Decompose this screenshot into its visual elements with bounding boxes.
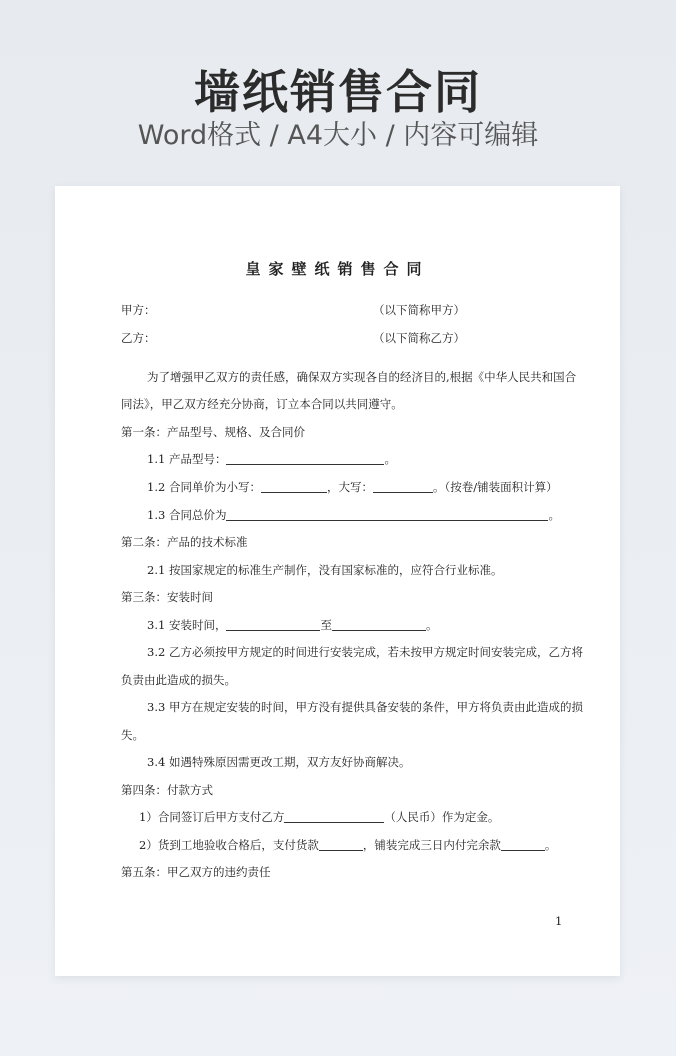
intro-line-1: 为了增强甲乙双方的责任感，确保双方实现各自的经济目的,根据《中华人民共和国合 <box>147 370 577 384</box>
clause-3-4: 3.4 如遇特殊原因需更改工期，双方友好协商解决。 <box>147 755 411 769</box>
article-2-heading: 第二条：产品的技术标准 <box>121 535 248 549</box>
clause-2-1: 2.1 按国家规定的标准生产制作，没有国家标准的，应符合行业标准。 <box>147 563 503 577</box>
banner-subtitle: Word格式 / A4大小 / 内容可编辑 <box>137 120 539 151</box>
clause-1-2 <box>147 479 558 495</box>
clause-1-2-text-c: 。（按卷/铺装面积计算） <box>432 480 558 494</box>
blank-field[interactable] <box>319 838 363 851</box>
blank-field[interactable] <box>501 838 545 851</box>
blank-field[interactable] <box>226 452 384 465</box>
document-page <box>55 186 620 976</box>
clause-1-3-end: 。 <box>548 508 560 522</box>
blank-field[interactable] <box>261 480 327 493</box>
clause-3-2-line-2: 负责由此造成的损失。 <box>121 673 236 687</box>
party-b-note: （以下简称乙方） <box>373 331 465 345</box>
article-4-heading: 第四条：付款方式 <box>121 783 213 797</box>
party-b-label: 乙方： <box>121 331 156 345</box>
clause-3-1 <box>147 617 437 633</box>
clause-3-2-line-1: 3.2 乙方必须按甲方规定的时间进行安装完成，若未按甲方规定时间安装完成，乙方将 <box>147 645 583 659</box>
clause-4-2-end: 。 <box>544 838 557 852</box>
banner-title: 墙纸销售合同 <box>194 65 482 119</box>
clause-4-1 <box>139 809 499 825</box>
clause-1-3-text: 1.3 合同总价为 <box>147 508 227 522</box>
clause-1-2-text-b: ，大写： <box>326 480 373 494</box>
clause-3-1-end: 。 <box>425 618 438 632</box>
blank-field[interactable] <box>332 618 426 631</box>
clause-4-2 <box>139 837 556 853</box>
clause-3-1-text-a: 3.1 安装时间， <box>147 618 227 632</box>
clause-3-3-line-1: 3.3 甲方在规定安装的时间，甲方没有提供具备安装的条件，甲方将负责由此造成的损 <box>147 700 583 714</box>
blank-field[interactable] <box>284 810 384 823</box>
clause-1-2-text-a: 1.2 合同单价为小写： <box>147 480 261 494</box>
clause-4-2-text-a: 2）货到工地验收合格后，支付货款 <box>139 838 319 852</box>
clause-4-1-text-a: 1）合同签订后甲方支付乙方 <box>139 810 285 824</box>
party-a-label: 甲方： <box>121 303 156 317</box>
clause-4-2-text-b: ，铺装完成三日内付完余款 <box>362 838 501 852</box>
article-3-heading: 第三条：安装时间 <box>121 590 213 604</box>
clause-3-1-text-b: 至 <box>320 618 332 632</box>
clause-1-1-end: 。 <box>384 452 396 466</box>
document-title: 皇家壁纸销售合同 <box>245 260 430 278</box>
clause-1-1 <box>147 451 396 467</box>
party-a-note: （以下简称甲方） <box>373 303 465 317</box>
blank-field[interactable] <box>226 618 320 631</box>
page-number: 1 <box>555 914 563 928</box>
intro-line-2: 同法》，甲乙双方经充分协商，订立本合同以共同遵守。 <box>121 397 403 411</box>
article-5-heading: 第五条：甲乙双方的违约责任 <box>121 865 271 879</box>
clause-4-1-text-b: （人民币）作为定金。 <box>384 810 500 824</box>
article-1-heading: 第一条：产品型号、规格、及合同价 <box>121 425 305 439</box>
clause-1-3 <box>147 507 560 523</box>
clause-3-3-line-2: 失。 <box>121 728 144 742</box>
blank-field[interactable] <box>373 480 433 493</box>
blank-field[interactable] <box>226 508 548 521</box>
clause-1-1-text: 1.1 产品型号： <box>147 452 227 466</box>
